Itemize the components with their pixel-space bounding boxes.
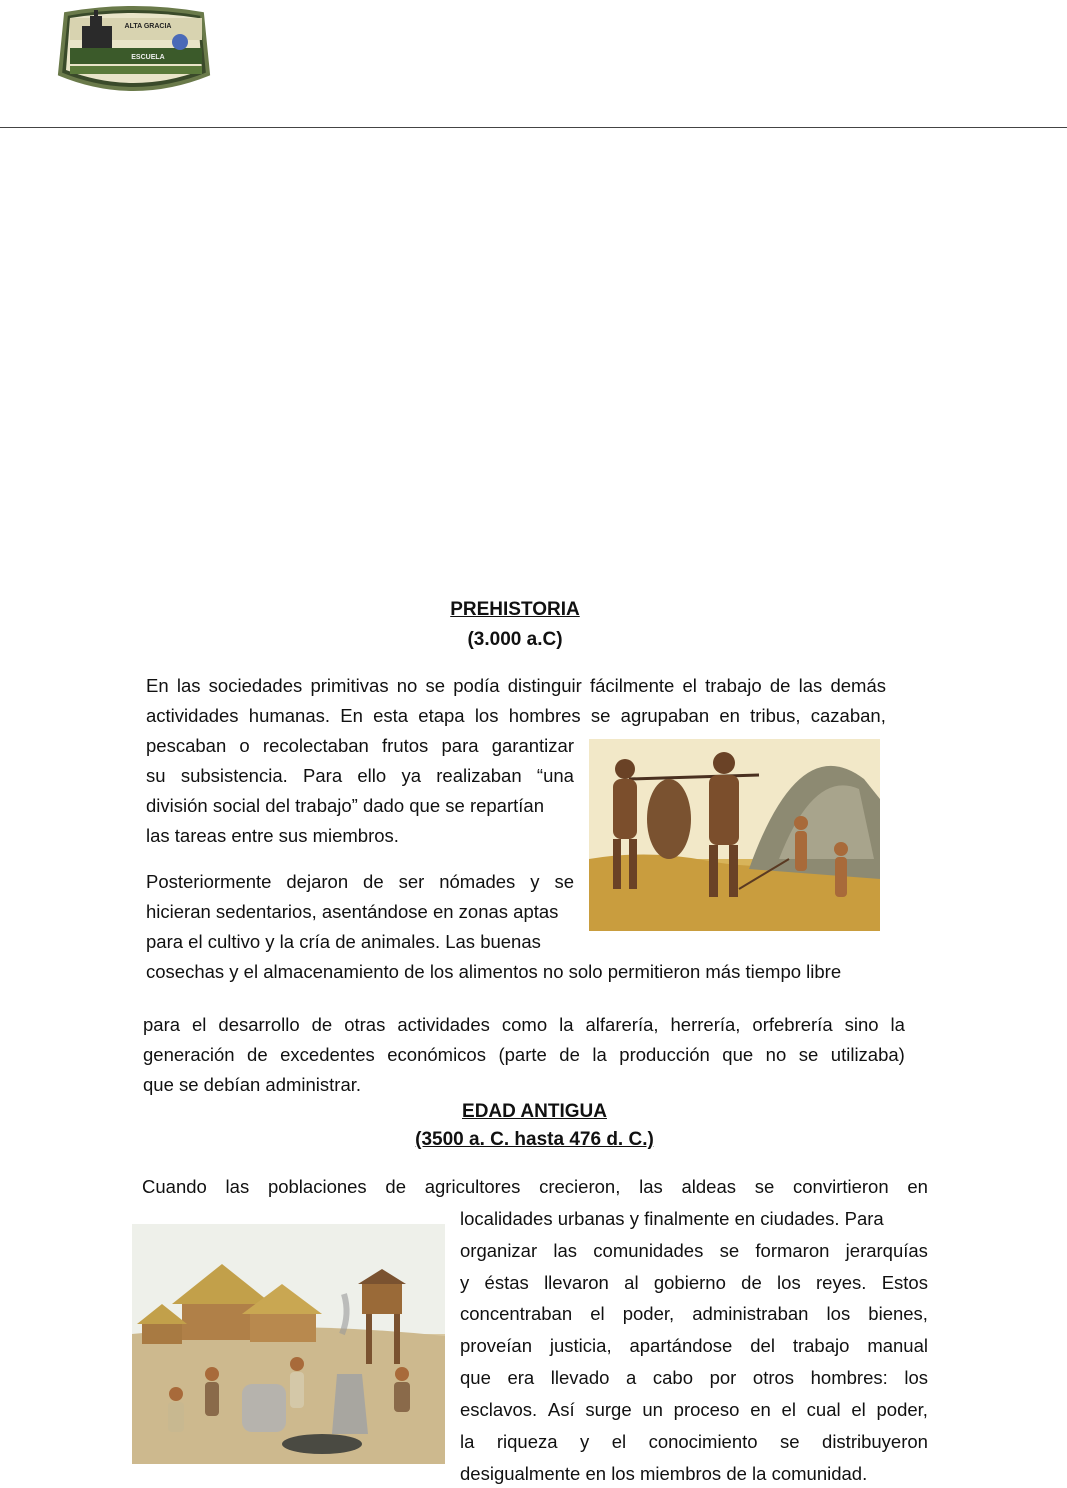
svg-text:ALTA GRACIA: ALTA GRACIA bbox=[124, 23, 172, 30]
paragraph-line: localidades urbanas y finalmente en ciudades. Para bbox=[460, 1208, 884, 1229]
paragraph-line: que era llevado a cabo por otros hombres: los bbox=[460, 1367, 928, 1388]
paragraph-line: generación de excedentes económicos (parte de la producción que no se utilizaba) bbox=[143, 1044, 905, 1065]
paragraph-line: cosechas y el almacenamiento de los alimentos no solo permitieron más tiempo libre bbox=[146, 961, 842, 982]
hunters-carrying-prey-illustration bbox=[589, 739, 880, 931]
section-title-edad-antigua: EDAD ANTIGUA bbox=[462, 1101, 607, 1122]
paragraph-line: organizar las comunidades se formaron jerarquías bbox=[460, 1240, 928, 1261]
paragraph-line: división social del trabajo” dado que se repartían bbox=[146, 795, 544, 816]
paragraph-line: las tareas entre sus miembros. bbox=[146, 825, 399, 846]
ancient-village-metalwork-illustration bbox=[132, 1224, 445, 1464]
paragraph-line: actividades humanas. En esta etapa los hombres se agrupaban en tribus, cazaban, bbox=[146, 705, 886, 726]
paragraph-line: para el cultivo y la cría de animales. Las buenas bbox=[146, 931, 541, 952]
school-crest-logo bbox=[52, 4, 214, 100]
paragraph-line: que se debían administrar. bbox=[143, 1074, 362, 1095]
paragraph-line: pescaban o recolectaban frutos para garantizar bbox=[146, 735, 574, 756]
paragraph-line: la riqueza y el conocimiento se distribuyeron bbox=[460, 1431, 928, 1452]
section-dates-prehistoria: (3.000 a.C) bbox=[467, 629, 563, 650]
paragraph-line: Cuando las poblaciones de agricultores crecieron, las aldeas se convirtieron en bbox=[142, 1176, 928, 1197]
paragraph-line: Posteriormente dejaron de ser nómades y se bbox=[146, 871, 574, 892]
svg-text:ESCUELA: ESCUELA bbox=[131, 54, 165, 61]
section-title-prehistoria: PREHISTORIA bbox=[450, 599, 580, 620]
paragraph-line: esclavos. Así surge un proceso en el cual el poder, bbox=[460, 1399, 928, 1420]
paragraph-line: En las sociedades primitivas no se podía distinguir fácilmente el trabajo de las demás bbox=[146, 675, 886, 696]
paragraph-line: proveían justicia, apartándose del trabajo manual bbox=[460, 1335, 928, 1356]
paragraph-line: para el desarrollo de otras actividades como la alfarería, herrería, orfebrería sino la bbox=[143, 1014, 905, 1035]
paragraph-line: hicieran sedentarios, asentándose en zonas aptas bbox=[146, 901, 559, 922]
header-divider bbox=[0, 127, 1067, 128]
paragraph-line: su subsistencia. Para ello ya realizaban “una bbox=[146, 765, 574, 786]
paragraph-line: y éstas llevaron al gobierno de los reyes. Estos bbox=[460, 1272, 928, 1293]
section-dates-edad-antigua: (3500 a. C. hasta 476 d. C.) bbox=[415, 1129, 654, 1150]
paragraph-line: desigualmente en los miembros de la comunidad. bbox=[460, 1463, 868, 1484]
paragraph-line: concentraban el poder, administraban los bienes, bbox=[460, 1303, 928, 1324]
